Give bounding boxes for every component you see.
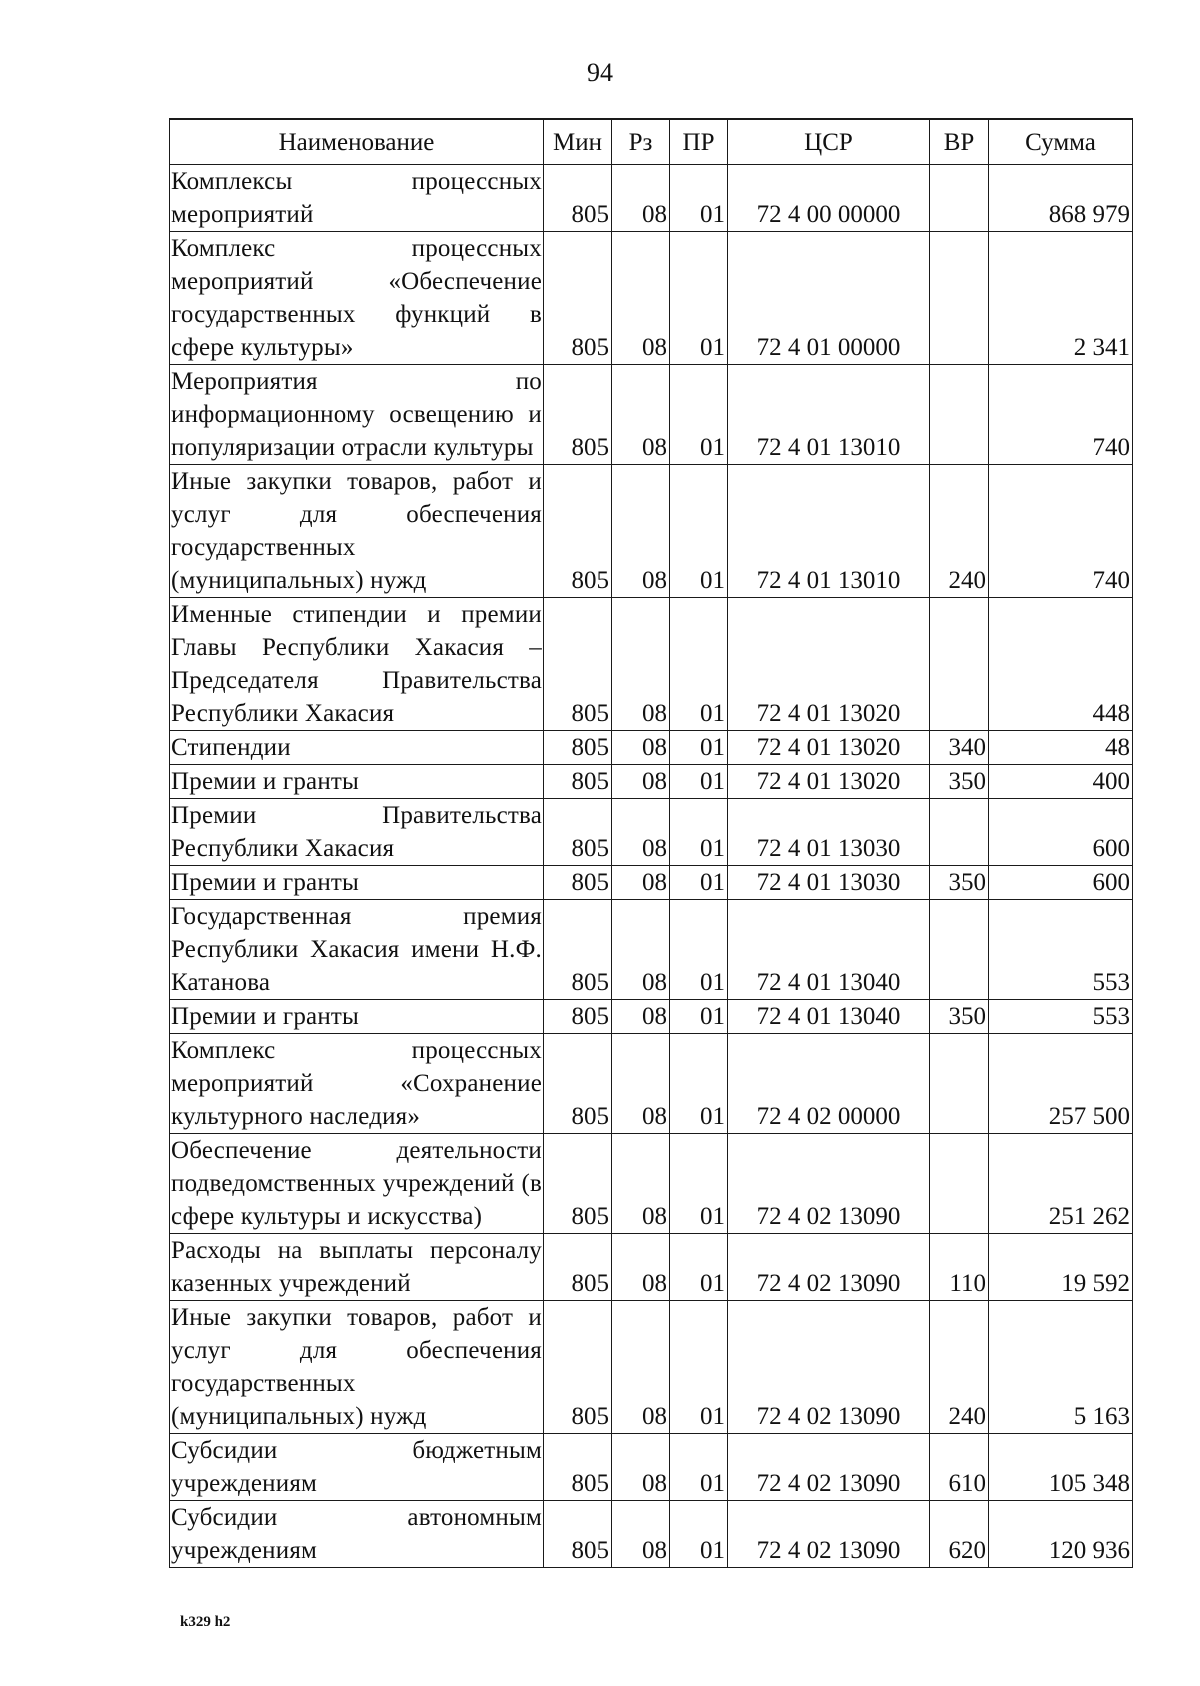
cell-csr: 72 4 02 00000 xyxy=(728,1034,930,1134)
cell-pr: 01 xyxy=(670,232,728,365)
cell-min: 805 xyxy=(544,866,612,900)
cell-rz: 08 xyxy=(612,1034,670,1134)
cell-name: Премии и гранты xyxy=(170,765,544,799)
cell-csr: 72 4 01 13010 xyxy=(728,465,930,598)
cell-sum: 600 xyxy=(989,866,1133,900)
cell-pr: 01 xyxy=(670,1301,728,1434)
table-row xyxy=(170,1434,1133,1501)
cell-pr: 01 xyxy=(670,1000,728,1034)
table-row xyxy=(170,232,1133,365)
cell-name: Премии и гранты xyxy=(170,1000,544,1034)
header-rz: Рз xyxy=(612,119,670,165)
cell-name: Субсидии автономным учреждениям xyxy=(170,1501,544,1568)
cell-name: Государственная премия Республики Хакасия имени Н.Ф. Катанова xyxy=(170,900,544,1000)
cell-rz: 08 xyxy=(612,1234,670,1301)
table-row xyxy=(170,799,1133,866)
cell-sum: 400 xyxy=(989,765,1133,799)
cell-name: Комплекс процессных мероприятий «Сохранение культурного наследия» xyxy=(170,1034,544,1134)
cell-name: Именные стипендии и премии Главы Республики Хакасия – Председателя Правительства Республики Хакасия xyxy=(170,598,544,731)
table-row xyxy=(170,165,1133,232)
table-row xyxy=(170,1501,1133,1568)
cell-vr: 240 xyxy=(930,1301,989,1434)
cell-min: 805 xyxy=(544,1234,612,1301)
cell-vr: 350 xyxy=(930,1000,989,1034)
cell-sum: 553 xyxy=(989,1000,1133,1034)
cell-name: Комплекс процессных мероприятий «Обеспечение государственных функций в сфере культуры» xyxy=(170,232,544,365)
cell-vr xyxy=(930,598,989,731)
cell-sum: 5 163 xyxy=(989,1301,1133,1434)
cell-pr: 01 xyxy=(670,465,728,598)
cell-sum: 2 341 xyxy=(989,232,1133,365)
cell-min: 805 xyxy=(544,731,612,765)
cell-vr xyxy=(930,1034,989,1134)
cell-rz: 08 xyxy=(612,1000,670,1034)
cell-min: 805 xyxy=(544,232,612,365)
cell-min: 805 xyxy=(544,598,612,731)
cell-rz: 08 xyxy=(612,1301,670,1434)
cell-sum: 600 xyxy=(989,799,1133,866)
cell-pr: 01 xyxy=(670,1134,728,1234)
cell-rz: 08 xyxy=(612,365,670,465)
cell-vr: 350 xyxy=(930,765,989,799)
header-min: Мин xyxy=(544,119,612,165)
cell-vr xyxy=(930,232,989,365)
cell-vr: 340 xyxy=(930,731,989,765)
header-pr: ПР xyxy=(670,119,728,165)
cell-vr xyxy=(930,1134,989,1234)
cell-vr xyxy=(930,900,989,1000)
page-number: 94 xyxy=(587,58,613,87)
cell-csr: 72 4 01 13020 xyxy=(728,731,930,765)
cell-pr: 01 xyxy=(670,1234,728,1301)
cell-vr xyxy=(930,165,989,232)
cell-name: Обеспечение деятельности подведомственных учреждений (в сфере культуры и искусства) xyxy=(170,1134,544,1234)
cell-pr: 01 xyxy=(670,765,728,799)
cell-rz: 08 xyxy=(612,465,670,598)
cell-name: Стипендии xyxy=(170,731,544,765)
cell-pr: 01 xyxy=(670,866,728,900)
cell-pr: 01 xyxy=(670,799,728,866)
cell-vr: 110 xyxy=(930,1234,989,1301)
cell-rz: 08 xyxy=(612,799,670,866)
header-vr: ВР xyxy=(930,119,989,165)
cell-sum: 257 500 xyxy=(989,1034,1133,1134)
cell-pr: 01 xyxy=(670,1034,728,1134)
table-row xyxy=(170,1034,1133,1134)
cell-sum: 553 xyxy=(989,900,1133,1000)
cell-min: 805 xyxy=(544,1000,612,1034)
cell-csr: 72 4 01 13010 xyxy=(728,365,930,465)
cell-pr: 01 xyxy=(670,165,728,232)
cell-pr: 01 xyxy=(670,598,728,731)
table-row xyxy=(170,1000,1133,1034)
cell-csr: 72 4 02 13090 xyxy=(728,1501,930,1568)
cell-csr: 72 4 01 13040 xyxy=(728,1000,930,1034)
cell-csr: 72 4 02 13090 xyxy=(728,1234,930,1301)
cell-csr: 72 4 01 13030 xyxy=(728,799,930,866)
table-row xyxy=(170,731,1133,765)
cell-csr: 72 4 01 13030 xyxy=(728,866,930,900)
cell-pr: 01 xyxy=(670,900,728,1000)
cell-csr: 72 4 02 13090 xyxy=(728,1301,930,1434)
cell-min: 805 xyxy=(544,165,612,232)
cell-rz: 08 xyxy=(612,1134,670,1234)
cell-rz: 08 xyxy=(612,598,670,731)
cell-vr: 620 xyxy=(930,1501,989,1568)
cell-rz: 08 xyxy=(612,866,670,900)
cell-sum: 868 979 xyxy=(989,165,1133,232)
cell-csr: 72 4 01 00000 xyxy=(728,232,930,365)
cell-name: Мероприятия по информационному освещению и популяризации отрасли культуры xyxy=(170,365,544,465)
cell-csr: 72 4 02 13090 xyxy=(728,1134,930,1234)
cell-min: 805 xyxy=(544,465,612,598)
cell-rz: 08 xyxy=(612,765,670,799)
cell-rz: 08 xyxy=(612,165,670,232)
cell-sum: 120 936 xyxy=(989,1501,1133,1568)
cell-csr: 72 4 01 13020 xyxy=(728,598,930,731)
cell-sum: 251 262 xyxy=(989,1134,1133,1234)
header-sum: Сумма xyxy=(989,119,1133,165)
cell-name: Комплексы процессных мероприятий xyxy=(170,165,544,232)
cell-sum: 19 592 xyxy=(989,1234,1133,1301)
table-row xyxy=(170,598,1133,731)
table-row xyxy=(170,765,1133,799)
cell-vr xyxy=(930,799,989,866)
cell-min: 805 xyxy=(544,1434,612,1501)
cell-rz: 08 xyxy=(612,731,670,765)
cell-rz: 08 xyxy=(612,900,670,1000)
table-row xyxy=(170,1134,1133,1234)
cell-rz: 08 xyxy=(612,1501,670,1568)
budget-table xyxy=(169,118,1133,1568)
cell-vr: 240 xyxy=(930,465,989,598)
cell-name: Иные закупки товаров, работ и услуг для обеспечения государственных (муниципальных) нужд xyxy=(170,1301,544,1434)
cell-min: 805 xyxy=(544,1501,612,1568)
cell-min: 805 xyxy=(544,1134,612,1234)
cell-name: Премии Правительства Республики Хакасия xyxy=(170,799,544,866)
cell-min: 805 xyxy=(544,799,612,866)
cell-name: Иные закупки товаров, работ и услуг для обеспечения государственных (муниципальных) нужд xyxy=(170,465,544,598)
cell-rz: 08 xyxy=(612,1434,670,1501)
cell-pr: 01 xyxy=(670,1501,728,1568)
cell-sum: 448 xyxy=(989,598,1133,731)
table-row xyxy=(170,1234,1133,1301)
cell-min: 805 xyxy=(544,1301,612,1434)
cell-name: Субсидии бюджетным учреждениям xyxy=(170,1434,544,1501)
table-header-row xyxy=(170,119,1133,165)
cell-sum: 740 xyxy=(989,365,1133,465)
cell-pr: 01 xyxy=(670,1434,728,1501)
table-row xyxy=(170,465,1133,598)
footer-code: k329 h2 xyxy=(180,1614,231,1630)
cell-name: Премии и гранты xyxy=(170,866,544,900)
table-row xyxy=(170,900,1133,1000)
cell-sum: 740 xyxy=(989,465,1133,598)
cell-pr: 01 xyxy=(670,731,728,765)
cell-min: 805 xyxy=(544,765,612,799)
cell-vr: 350 xyxy=(930,866,989,900)
cell-csr: 72 4 02 13090 xyxy=(728,1434,930,1501)
header-name: Наименование xyxy=(170,119,544,165)
header-csr: ЦСР xyxy=(728,119,930,165)
cell-pr: 01 xyxy=(670,365,728,465)
cell-vr: 610 xyxy=(930,1434,989,1501)
cell-vr xyxy=(930,365,989,465)
table-row xyxy=(170,365,1133,465)
cell-min: 805 xyxy=(544,365,612,465)
table-row xyxy=(170,1301,1133,1434)
table-row xyxy=(170,866,1133,900)
cell-sum: 105 348 xyxy=(989,1434,1133,1501)
cell-sum: 48 xyxy=(989,731,1133,765)
cell-min: 805 xyxy=(544,900,612,1000)
cell-csr: 72 4 01 13040 xyxy=(728,900,930,1000)
cell-name: Расходы на выплаты персоналу казенных учреждений xyxy=(170,1234,544,1301)
cell-csr: 72 4 00 00000 xyxy=(728,165,930,232)
cell-rz: 08 xyxy=(612,232,670,365)
cell-csr: 72 4 01 13020 xyxy=(728,765,930,799)
cell-min: 805 xyxy=(544,1034,612,1134)
